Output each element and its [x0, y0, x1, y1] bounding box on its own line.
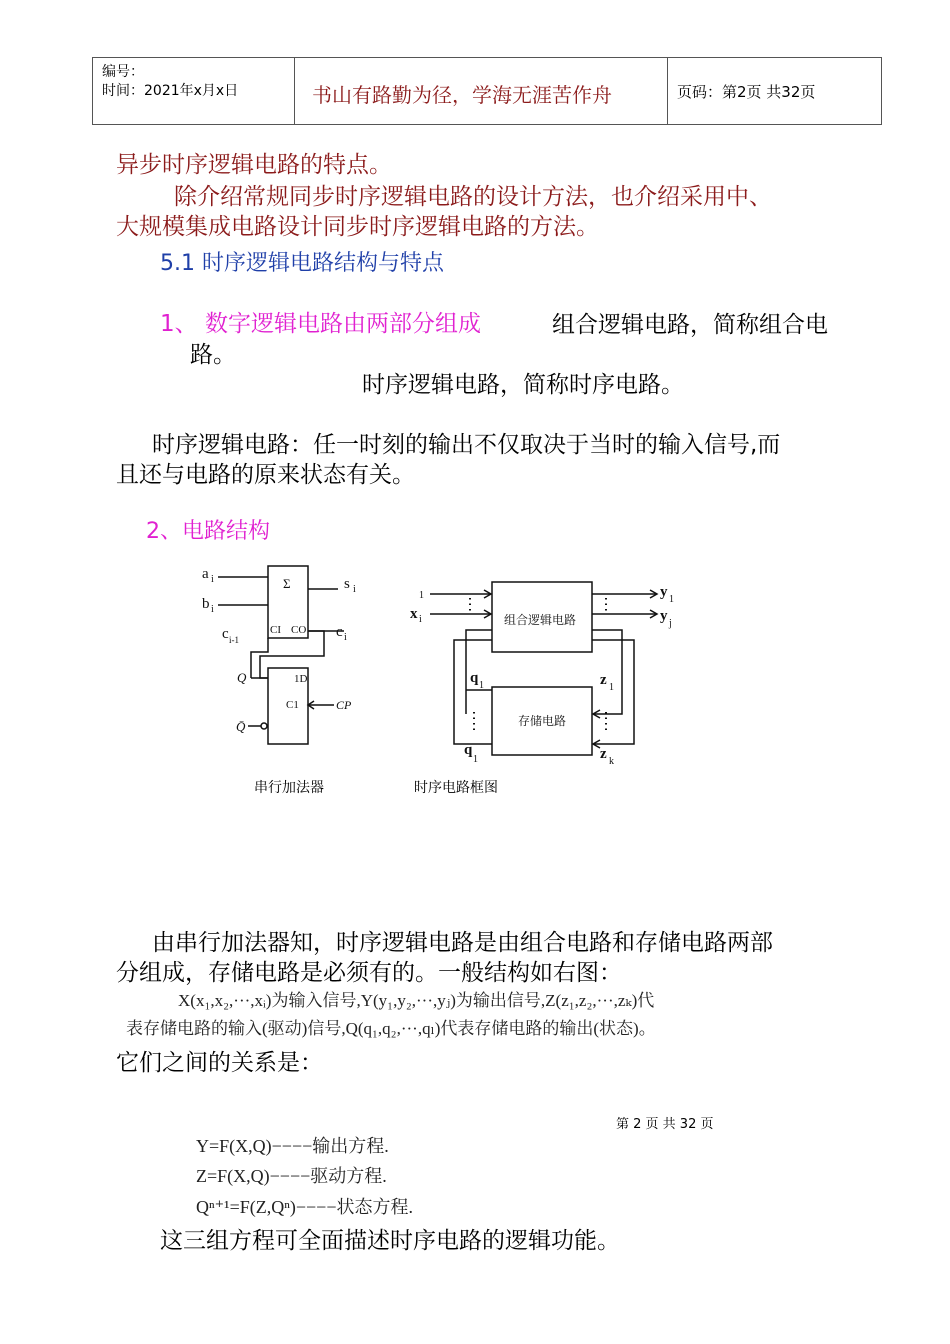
number-label: 编号：	[102, 64, 144, 80]
sequential-block-diagram	[404, 572, 694, 772]
header-table	[92, 57, 882, 125]
yj-label: y	[660, 608, 668, 624]
serial-adder-diagram	[196, 556, 386, 756]
equation-output: Y=F(X,Q)−−−−输出方程.	[196, 1136, 389, 1156]
item1-label: 1、 数字逻辑电路由两部分组成	[160, 311, 481, 337]
formula-signals-b: 表存储电路的输入(驱动)信号,Q(q₁,q₂,···,qₗ)代表存储电路的输出(状态)。	[126, 1019, 656, 1038]
equation-state: Qⁿ⁺¹=F(Z,Qⁿ)−−−−状态方程.	[196, 1197, 413, 1217]
y1-label: y	[660, 584, 668, 600]
ai-sub: i	[211, 574, 214, 585]
item1-text-c: 时序逻辑电路，简称时序电路。	[362, 372, 684, 398]
equation-drive: Z=F(X,Q)−−−−驱动方程.	[196, 1166, 387, 1186]
header-meta-cell	[93, 58, 295, 124]
caption-serial-adder: 串行加法器	[254, 780, 324, 796]
ai-label: a	[202, 566, 209, 582]
q1-bottom-sub: 1	[473, 754, 478, 765]
si-label: s	[344, 576, 350, 592]
q1-top-sub: 1	[479, 680, 484, 691]
ci-minus-sub: i-1	[229, 635, 239, 645]
paragraph-structure-a: 由串行加法器知，时序逻辑电路是由组合电路和存储电路两部	[152, 930, 773, 956]
zk-label: z	[600, 746, 607, 762]
comb-label: 组合逻辑电路	[504, 613, 577, 627]
ci-in-label: CI	[270, 624, 281, 636]
bi-sub: i	[211, 604, 214, 615]
q1-top-label: q	[470, 670, 479, 686]
c1-label: C1	[286, 699, 299, 711]
x1-sub: 1	[419, 590, 424, 601]
yj-sub: j	[669, 618, 672, 629]
xi-sub: i	[419, 614, 422, 625]
q1-bottom-label: q	[464, 742, 473, 758]
paragraph-methods-b: 大规模集成电路设计同步时序逻辑电路的方法。	[116, 214, 599, 240]
ci-label: c	[336, 624, 343, 640]
y1-sub: 1	[669, 594, 674, 605]
conclusion: 这三组方程可全面描述时序电路的逻辑功能。	[160, 1228, 620, 1254]
caption-block-diagram: 时序电路框图	[414, 780, 498, 796]
paragraph-intro: 异步时序逻辑电路的特点。	[116, 152, 392, 178]
item2-label: 2、电路结构	[146, 519, 270, 544]
definition-a: 时序逻辑电路：任一时刻的输出不仅取决于当时的输入信号,而	[152, 432, 781, 458]
ci-minus-label: c	[222, 626, 229, 642]
time-label: 时间：2021年x月x日	[102, 83, 239, 99]
header-page-cell	[667, 58, 881, 124]
definition-b: 且还与电路的原来状态有关。	[116, 462, 415, 488]
sigma-label: Σ	[283, 576, 291, 591]
header-motto-cell	[294, 58, 668, 124]
xi-label: x	[410, 606, 418, 622]
zk-sub: k	[609, 756, 614, 767]
relation-heading: 它们之间的关系是：	[116, 1050, 323, 1076]
motto: 书山有路勤为径，学海无涯苦作舟	[312, 83, 612, 107]
qbar-label: Q̄	[236, 719, 246, 734]
si-sub: i	[353, 584, 356, 595]
d-label: 1D	[294, 673, 308, 685]
item1-text-b: 路。	[190, 342, 236, 368]
page-footer: 第 2 页 共 32 页	[616, 1117, 714, 1132]
z1-label: z	[600, 672, 607, 688]
co-label: CO	[291, 624, 307, 636]
z1-sub: 1	[609, 682, 614, 693]
paragraph-structure-b: 分组成，存储电路是必须有的。一般结构如右图：	[116, 960, 622, 986]
section-title: 5.1 时序逻辑电路结构与特点	[160, 251, 444, 276]
page-label: 页码：第2页 共32页	[677, 83, 816, 101]
storage-label: 存储电路	[518, 714, 567, 728]
paragraph-methods-a: 除介绍常规同步时序逻辑电路的设计方法，也介绍采用中、	[174, 184, 772, 210]
bi-label: b	[202, 596, 210, 612]
item1-text-a: 组合逻辑电路，简称组合电	[552, 312, 828, 338]
q-label: Q	[237, 670, 247, 685]
ci-sub: i	[344, 632, 347, 643]
cp-label: CP	[336, 698, 352, 712]
formula-signals-a: X(x₁,x₂,···,xᵢ)为输入信号,Y(y₁,y₂,···,yⱼ)为输出信号,Z(z₁,z₂,···,zₖ)代	[178, 991, 655, 1010]
